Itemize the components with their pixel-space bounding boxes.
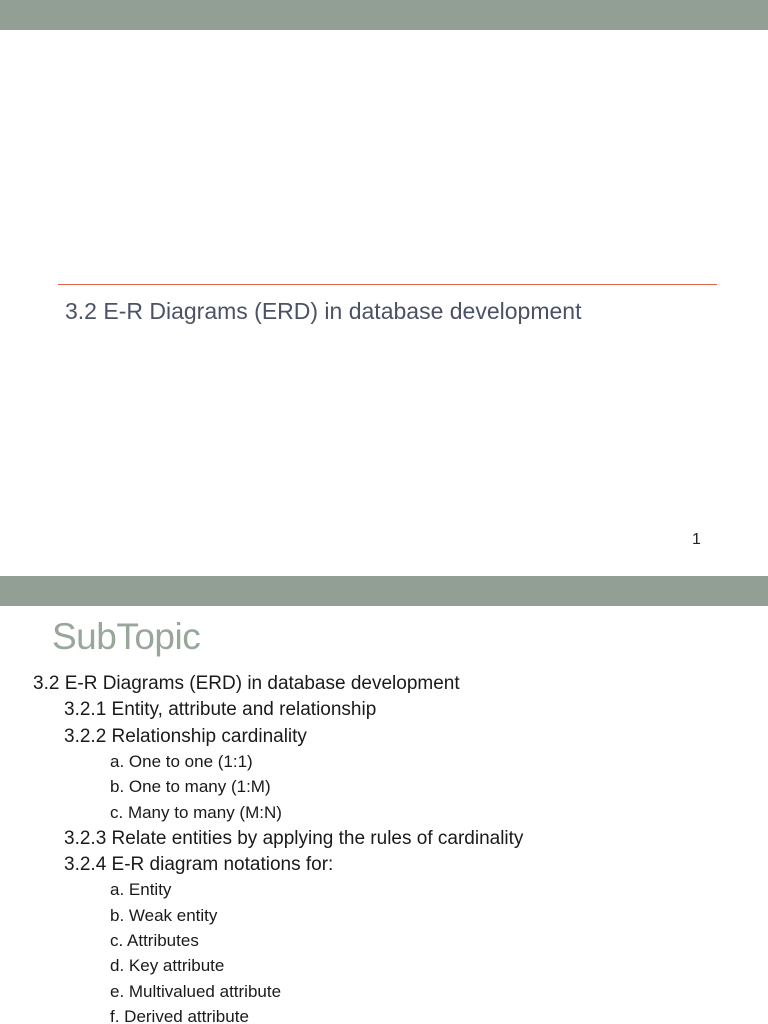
outline-item: c. Many to many (M:N) xyxy=(110,802,282,822)
outline-item: b. Weak entity xyxy=(110,905,218,925)
outline-item: 3.2 E-R Diagrams (ERD) in database development xyxy=(33,673,460,694)
outline-item: b. One to many (1:M) xyxy=(110,777,271,797)
subtopic-heading: SubTopic xyxy=(52,616,201,657)
outline-item: c. Attributes xyxy=(110,931,199,950)
subtopic-outline xyxy=(0,576,768,1024)
outline-item: 3.2.2 Relationship cardinality xyxy=(64,725,307,747)
page-number: 1 xyxy=(692,531,701,548)
outline-item: f. Derived attribute xyxy=(110,1006,249,1024)
outline-item: a. Entity xyxy=(110,880,172,900)
outline-item: 3.2.4 E-R diagram notations for: xyxy=(64,854,334,876)
outline-item: e. Multivalued attribute xyxy=(110,981,282,1001)
outline-item: d. Key attribute xyxy=(110,956,225,976)
outline-item: 3.2.3 Relate entities by applying the rules of cardinality xyxy=(64,827,524,849)
slide-2 xyxy=(0,576,768,1024)
outline-item: 3.2.1 Entity, attribute and relationship xyxy=(64,699,377,721)
slide-header-bar xyxy=(0,0,768,30)
title-divider xyxy=(58,284,717,285)
outline-item: a. One to one (1:1) xyxy=(110,751,253,771)
slide-title: 3.2 E-R Diagrams (ERD) in database development xyxy=(65,298,582,324)
